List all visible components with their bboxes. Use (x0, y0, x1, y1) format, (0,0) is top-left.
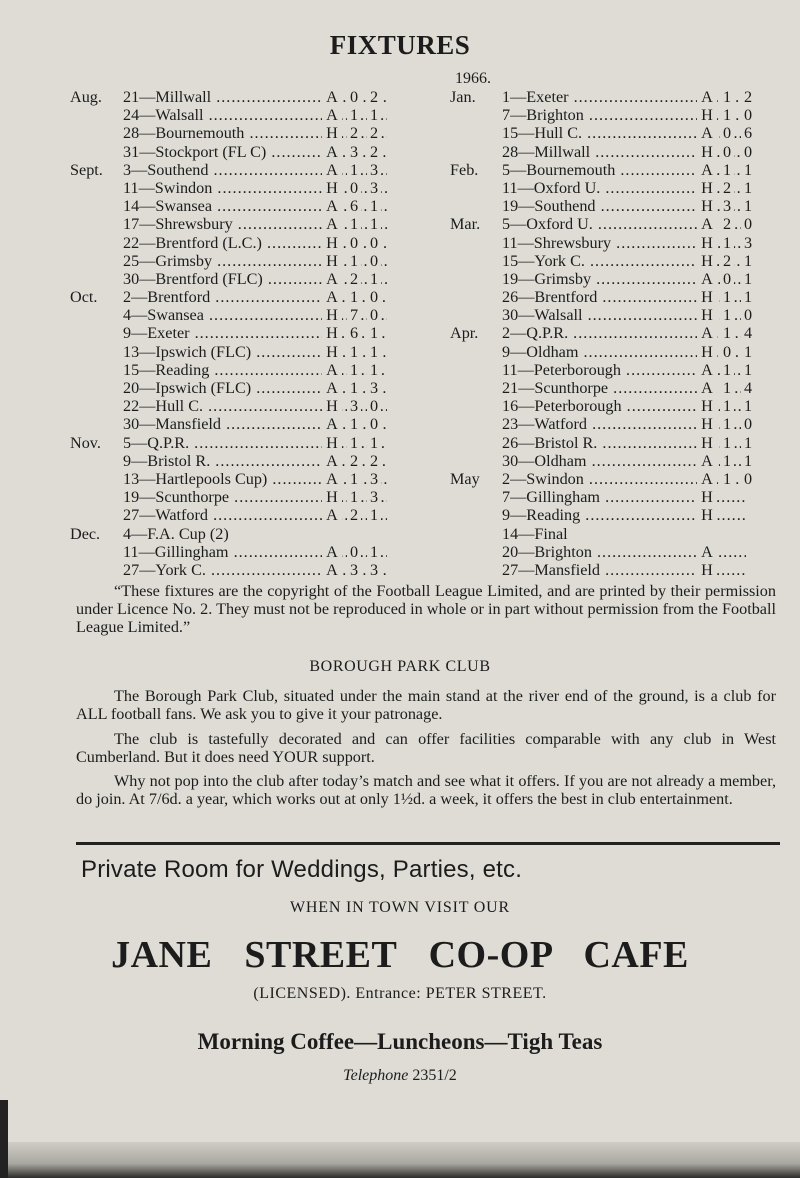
fixture-opponent: 7—Gillingham ..... (502, 488, 746, 506)
fixture-venue: A (322, 361, 342, 379)
fixture-opponent: 24—Walsall ..... (123, 106, 387, 124)
fixture-row (450, 197, 780, 215)
fixture-row (450, 343, 780, 361)
page-bottom-shadow (0, 1142, 800, 1178)
fixture-goals-against: 1 (741, 343, 755, 361)
fixture-opponent: 15—Hull C. ..... (502, 124, 746, 142)
fixture-goals-for: 1 (720, 161, 734, 179)
fixture-venue: A (322, 379, 342, 397)
telephone-label: Telephone (343, 1067, 409, 1084)
fixture-goals-for: 6 (347, 197, 361, 215)
fixture-row (70, 88, 380, 106)
fixture-opponent: 13—Hartlepools Cup) ..... (123, 470, 387, 488)
fixture-goals-against: 1 (741, 179, 755, 197)
fixture-venue: A (322, 197, 342, 215)
fixture-venue: H (697, 434, 717, 452)
fixture-row (450, 543, 780, 561)
fixture-row (70, 343, 380, 361)
fixture-goals-for: 1 (720, 324, 734, 342)
fixture-goals-against: 1 (741, 288, 755, 306)
fixture-goals-for: 1 (347, 470, 361, 488)
copyright-notice: “These fixtures are the copyright of the Football League Limited, and are printed by their permission under Licence No. 2. They must not be reproduced in whole or in part without permission from the Football League Limited.” (76, 582, 776, 636)
fixture-opponent: 7—Brighton ..... (502, 106, 746, 124)
club-paragraph-2: The club is tastefully decorated and can offer facilities comparable with any club in West Cumberland. But it does need YOUR support. (76, 730, 776, 766)
fixture-goals-against: 6 (741, 124, 755, 142)
fixture-row (450, 452, 780, 470)
fixture-opponent: 2—Swindon ..... (502, 470, 746, 488)
club-paragraph-3: Why not pop into the club after today’s match and see what it offers. If you are not already a member, do join. At 7/6d. a year, which works out at only 1½d. a week, it offers the best in club entertainment. (76, 772, 776, 808)
fixture-row (70, 525, 380, 543)
fixture-row (450, 234, 780, 252)
fixture-goals-for: 1 (347, 215, 361, 233)
fixture-goals-for: 1 (720, 470, 734, 488)
fixture-venue: H (697, 343, 717, 361)
fixture-goals-against: 1 (367, 543, 381, 561)
fixture-opponent: 9—Reading ..... (502, 506, 746, 524)
fixture-goals-against: 1 (741, 452, 755, 470)
fixture-row (70, 379, 380, 397)
fixture-goals-for: 0 (720, 270, 734, 288)
fixture-venue: A (697, 470, 717, 488)
fixture-goals-for: 1 (720, 234, 734, 252)
fixture-goals-for: 1 (347, 343, 361, 361)
fixture-venue: A (322, 561, 342, 579)
fixture-row (70, 434, 380, 452)
fixture-venue: H (697, 397, 717, 415)
fixture-goals-for: 7 (347, 306, 361, 324)
fixture-row (70, 543, 380, 561)
fixture-goals-for: 1 (347, 288, 361, 306)
fixture-goals-for: 3 (347, 143, 361, 161)
fixture-row (450, 506, 780, 524)
fixture-venue: A (697, 379, 717, 397)
fixture-goals-against: 0 (741, 306, 755, 324)
fixture-row (450, 525, 780, 543)
fixture-opponent: 3—Southend ..... (123, 161, 387, 179)
fixture-opponent: 19—Southend ..... (502, 197, 746, 215)
fixture-goals-for: 1 (720, 434, 734, 452)
fixture-goals-against: 0 (367, 415, 381, 433)
fixture-opponent: 20—Brighton ..... (502, 543, 746, 561)
fixture-row (450, 124, 780, 142)
fixture-venue: H (697, 288, 717, 306)
fixture-venue: A (697, 452, 717, 470)
fixture-goals-against: 0 (741, 143, 755, 161)
fixture-row (70, 324, 380, 342)
fixture-goals-for: 2 (347, 124, 361, 142)
fixture-opponent: 14—Final (502, 524, 568, 543)
fixture-opponent: 15—Reading ..... (123, 361, 387, 379)
fixture-opponent: 27—Mansfield ..... (502, 561, 746, 579)
fixture-month: May (450, 469, 480, 488)
fixture-goals-against: 1 (367, 361, 381, 379)
fixtures-column-left (70, 88, 380, 579)
fixture-venue: A (322, 270, 342, 288)
fixture-goals-against: 1 (741, 197, 755, 215)
fixture-goals-against: 1 (741, 361, 755, 379)
cafe-name: JANE STREET CO-OP CAFE (111, 934, 689, 976)
fixture-venue: H (697, 197, 717, 215)
fixture-opponent: 13—Ipswich (FLC) ..... (123, 343, 387, 361)
fixture-opponent: 31—Stockport (FL C) ..... (123, 143, 387, 161)
fixture-venue: A (322, 288, 342, 306)
fixture-goals-for: 0 (347, 543, 361, 561)
fixture-row (70, 361, 380, 379)
fixture-goals-against: 3 (367, 179, 381, 197)
fixture-row (70, 270, 380, 288)
licensed-entrance-line: (LICENSED). Entrance: PETER STREET. (253, 985, 547, 1002)
fixture-goals-for: 0 (347, 234, 361, 252)
fixture-opponent: 4—F.A. Cup (2) (123, 524, 229, 543)
fixture-goals-against: 1 (741, 161, 755, 179)
fixture-opponent: 28—Bournemouth ..... (123, 124, 387, 142)
fixture-row (450, 415, 780, 433)
fixture-opponent: 9—Exeter ..... (123, 324, 387, 342)
fixture-goals-against: 0 (741, 415, 755, 433)
fixture-opponent: 21—Scunthorpe ..... (502, 379, 746, 397)
fixture-opponent: 16—Peterborough ..... (502, 397, 746, 415)
fixture-goals-against: 2 (367, 124, 381, 142)
fixture-row (70, 306, 380, 324)
fixture-goals-against: 1 (367, 270, 381, 288)
fixture-row (70, 197, 380, 215)
fixture-opponent: 11—Peterborough ..... (502, 361, 746, 379)
fixture-opponent: 27—York C. ..... (123, 561, 387, 579)
fixture-goals-against: 2 (367, 143, 381, 161)
fixture-goals-for: 0 (347, 88, 361, 106)
fixture-row (450, 434, 780, 452)
fixture-row (450, 379, 780, 397)
divider-rule (76, 842, 780, 845)
fixture-venue: H (322, 434, 342, 452)
fixtures-column-right (450, 88, 780, 579)
fixture-venue: A (697, 215, 717, 233)
page-left-edge (0, 1100, 8, 1178)
fixture-row (450, 143, 780, 161)
fixture-row (450, 288, 780, 306)
fixture-opponent: 28—Millwall ..... (502, 143, 746, 161)
fixture-goals-against: 3 (367, 561, 381, 579)
fixture-row (450, 179, 780, 197)
fixture-goals-against: 0 (367, 306, 381, 324)
fixture-goals-against: 0 (367, 234, 381, 252)
fixture-venue: H (697, 488, 717, 506)
fixture-opponent: 17—Shrewsbury ..... (123, 215, 387, 233)
fixture-goals-against: 1 (741, 397, 755, 415)
fixture-month: Oct. (70, 288, 98, 307)
fixture-opponent: 27—Watford ..... (123, 506, 387, 524)
fixture-goals-against: 1 (741, 434, 755, 452)
fixture-month: Feb. (450, 160, 479, 179)
fixture-venue: H (697, 415, 717, 433)
year-label: 1966. (455, 70, 491, 87)
fixture-row (450, 470, 780, 488)
fixture-goals-against: 0 (741, 106, 755, 124)
fixture-goals-for: 6 (347, 324, 361, 342)
fixture-goals-for: 1 (720, 361, 734, 379)
private-room-line: Private Room for Weddings, Parties, etc. (81, 856, 523, 883)
fixture-venue: H (697, 234, 717, 252)
fixture-opponent: 4—Swansea ..... (123, 306, 387, 324)
fixture-row (70, 215, 380, 233)
fixture-goals-against: 4 (741, 379, 755, 397)
fixture-row (450, 215, 780, 233)
fixture-venue: H (697, 306, 717, 324)
fixture-venue: H (697, 106, 717, 124)
fixture-venue: A (322, 415, 342, 433)
fixture-month: Jan. (450, 88, 476, 106)
when-in-town-line: WHEN IN TOWN VISIT OUR (290, 899, 510, 916)
fixture-goals-against: 1 (741, 252, 755, 270)
fixture-venue: A (697, 270, 717, 288)
fixture-goals-against: 3 (741, 234, 755, 252)
fixture-goals-for: 1 (720, 88, 734, 106)
fixture-opponent: 22—Hull C. ..... (123, 397, 387, 415)
fixture-row (70, 124, 380, 142)
fixture-venue: A (697, 124, 717, 142)
fixture-row (450, 106, 780, 124)
fixture-row (70, 488, 380, 506)
fixture-goals-for: 2 (720, 252, 734, 270)
fixture-goals-for: 1 (347, 252, 361, 270)
club-paragraph-1: The Borough Park Club, situated under the main stand at the river end of the ground, is a club for ALL football fans. We ask you to give it your patronage. (76, 687, 776, 723)
fixture-row (450, 324, 780, 342)
fixture-goals-for: 1 (720, 415, 734, 433)
fixture-goals-against: 1 (741, 270, 755, 288)
fixture-row (450, 252, 780, 270)
fixture-opponent: 30—Mansfield ..... (123, 415, 387, 433)
fixture-venue: A (322, 452, 342, 470)
fixture-venue: H (697, 179, 717, 197)
fixture-goals-for: 2 (347, 270, 361, 288)
fixture-goals-for: 1 (720, 379, 734, 397)
fixture-goals-against: 3 (367, 161, 381, 179)
fixture-month: Nov. (70, 433, 101, 452)
fixture-venue: A (697, 324, 717, 342)
fixture-goals-against: 4 (741, 324, 755, 342)
fixture-opponent: 30—Brentford (FLC) ..... (123, 270, 387, 288)
fixture-row (70, 288, 380, 306)
fixture-goals-for: 1 (347, 488, 361, 506)
fixture-goals-against: 1 (367, 506, 381, 524)
fixture-venue: A (322, 470, 342, 488)
fixture-opponent: 23—Watford ..... (502, 415, 746, 433)
fixture-goals-for: 1 (347, 434, 361, 452)
fixture-row (70, 415, 380, 433)
fixture-goals-for: 3 (347, 397, 361, 415)
fixture-goals-against: 1 (367, 434, 381, 452)
fixture-goals-for: 1 (720, 452, 734, 470)
fixture-venue: H (697, 252, 717, 270)
fixture-opponent: 19—Scunthorpe ..... (123, 488, 387, 506)
fixture-row (70, 252, 380, 270)
fixture-venue: H (322, 488, 342, 506)
fixture-opponent: 9—Oldham ..... (502, 343, 746, 361)
fixture-row (70, 452, 380, 470)
fixture-venue: A (697, 543, 717, 561)
fixture-goals-against: 3 (367, 470, 381, 488)
fixture-opponent: 5—Bournemouth ..... (502, 161, 746, 179)
fixture-goals-against: 2 (367, 452, 381, 470)
fixture-opponent: 19—Grimsby ..... (502, 270, 746, 288)
cafe-menu-line: Morning Coffee—Luncheons—Tigh Teas (197, 1029, 603, 1054)
fixture-venue: H (697, 506, 717, 524)
fixture-venue: H (322, 124, 342, 142)
fixture-opponent: 11—Gillingham ..... (123, 543, 387, 561)
fixture-goals-for: 3 (720, 197, 734, 215)
fixture-goals-against: 0 (367, 252, 381, 270)
fixture-month: Mar. (450, 215, 481, 234)
fixture-venue: H (322, 234, 342, 252)
fixture-opponent: 5—Q.P.R. ..... (123, 434, 387, 452)
fixture-goals-for: 0 (720, 343, 734, 361)
fixture-goals-against: 0 (367, 397, 381, 415)
fixture-goals-for: 1 (347, 106, 361, 124)
fixture-goals-against: 1 (367, 106, 381, 124)
fixture-month: Sept. (70, 160, 103, 179)
fixture-opponent: 15—York C. ..... (502, 252, 746, 270)
fixture-goals-against: 0 (741, 215, 755, 233)
club-heading: BOROUGH PARK CLUB (309, 658, 491, 675)
fixture-goals-for: 3 (347, 561, 361, 579)
fixture-venue: H (322, 252, 342, 270)
fixture-opponent: 21—Millwall ..... (123, 88, 387, 106)
fixture-goals-for: 1 (347, 161, 361, 179)
fixture-goals-against: 3 (367, 379, 381, 397)
fixture-venue: H (322, 343, 342, 361)
telephone-number: 2351/2 (412, 1067, 457, 1084)
fixture-goals-against: 1 (367, 197, 381, 215)
fixture-goals-for: 1 (720, 106, 734, 124)
fixture-goals-for: 1 (347, 415, 361, 433)
fixture-goals-against: 1 (367, 324, 381, 342)
fixture-opponent: 9—Bristol R. ..... (123, 452, 387, 470)
fixture-row (70, 397, 380, 415)
fixture-month: Dec. (70, 524, 101, 543)
fixture-goals-for: 1 (347, 379, 361, 397)
fixture-goals-for: 1 (720, 397, 734, 415)
fixture-goals-against: 2 (741, 88, 755, 106)
fixture-venue: A (322, 106, 342, 124)
fixture-venue: A (322, 161, 342, 179)
fixture-opponent: 26—Brentford ..... (502, 288, 746, 306)
fixture-venue: A (322, 506, 342, 524)
fixture-opponent: 1—Exeter ..... (502, 88, 746, 106)
fixture-opponent: 11—Swindon ..... (123, 179, 387, 197)
fixture-goals-against: 1 (367, 343, 381, 361)
fixture-venue: A (322, 543, 342, 561)
fixture-opponent: 30—Oldham ..... (502, 452, 746, 470)
fixture-venue: A (322, 88, 342, 106)
fixture-venue: H (322, 397, 342, 415)
fixture-opponent: 20—Ipswich (FLC) ..... (123, 379, 387, 397)
fixture-opponent: 30—Walsall ..... (502, 306, 746, 324)
fixture-goals-for: 0 (720, 124, 734, 142)
fixture-goals-for: 1 (720, 306, 734, 324)
fixture-venue: H (322, 179, 342, 197)
fixture-row (70, 179, 380, 197)
fixture-goals-for: 0 (720, 143, 734, 161)
fixture-venue: A (322, 143, 342, 161)
fixture-row (450, 561, 780, 579)
fixture-row (70, 506, 380, 524)
fixture-row (70, 143, 380, 161)
fixture-goals-for: 1 (720, 288, 734, 306)
fixture-goals-for: 2 (347, 506, 361, 524)
fixture-goals-against: 1 (367, 215, 381, 233)
fixture-goals-for: 2 (720, 215, 734, 233)
fixture-row (70, 470, 380, 488)
fixture-month: Aug. (70, 88, 102, 106)
fixture-row (70, 234, 380, 252)
fixture-goals-for: 2 (720, 179, 734, 197)
fixture-month: Apr. (450, 324, 479, 343)
fixture-row (70, 161, 380, 179)
fixture-goals-for: 2 (347, 452, 361, 470)
fixture-opponent: 14—Swansea ..... (123, 197, 387, 215)
fixture-opponent: 11—Oxford U. ..... (502, 179, 746, 197)
fixture-opponent: 2—Brentford ..... (123, 288, 387, 306)
fixture-row (450, 88, 780, 106)
fixture-row (450, 397, 780, 415)
fixture-venue: H (697, 561, 717, 579)
fixture-opponent: 11—Shrewsbury ..... (502, 234, 746, 252)
fixture-row (450, 161, 780, 179)
fixture-row (450, 361, 780, 379)
fixture-row (70, 561, 380, 579)
fixture-venue: A (697, 361, 717, 379)
fixture-opponent: 2—Q.P.R. ..... (502, 324, 746, 342)
fixture-opponent: 26—Bristol R. ..... (502, 434, 746, 452)
fixture-venue: H (322, 324, 342, 342)
fixtures-title: FIXTURES (329, 30, 471, 60)
fixture-venue: H (697, 143, 717, 161)
fixture-venue: H (322, 306, 342, 324)
fixture-goals-against: 0 (367, 288, 381, 306)
fixture-row (450, 306, 780, 324)
fixture-opponent: 22—Brentford (L.C.) ..... (123, 234, 387, 252)
fixture-venue: A (322, 215, 342, 233)
fixture-row (450, 270, 780, 288)
telephone-line (0, 1067, 800, 1085)
fixture-goals-against: 3 (367, 488, 381, 506)
fixture-row (70, 106, 380, 124)
fixture-goals-against: 2 (367, 88, 381, 106)
fixture-goals-for: 1 (347, 361, 361, 379)
fixture-venue: A (697, 88, 717, 106)
fixture-goals-against: 0 (741, 470, 755, 488)
fixture-venue: A (697, 161, 717, 179)
fixture-opponent: 5—Oxford U. ..... (502, 215, 746, 233)
fixture-goals-for: 0 (347, 179, 361, 197)
fixture-opponent: 25—Grimsby ..... (123, 252, 387, 270)
fixture-row (450, 488, 780, 506)
